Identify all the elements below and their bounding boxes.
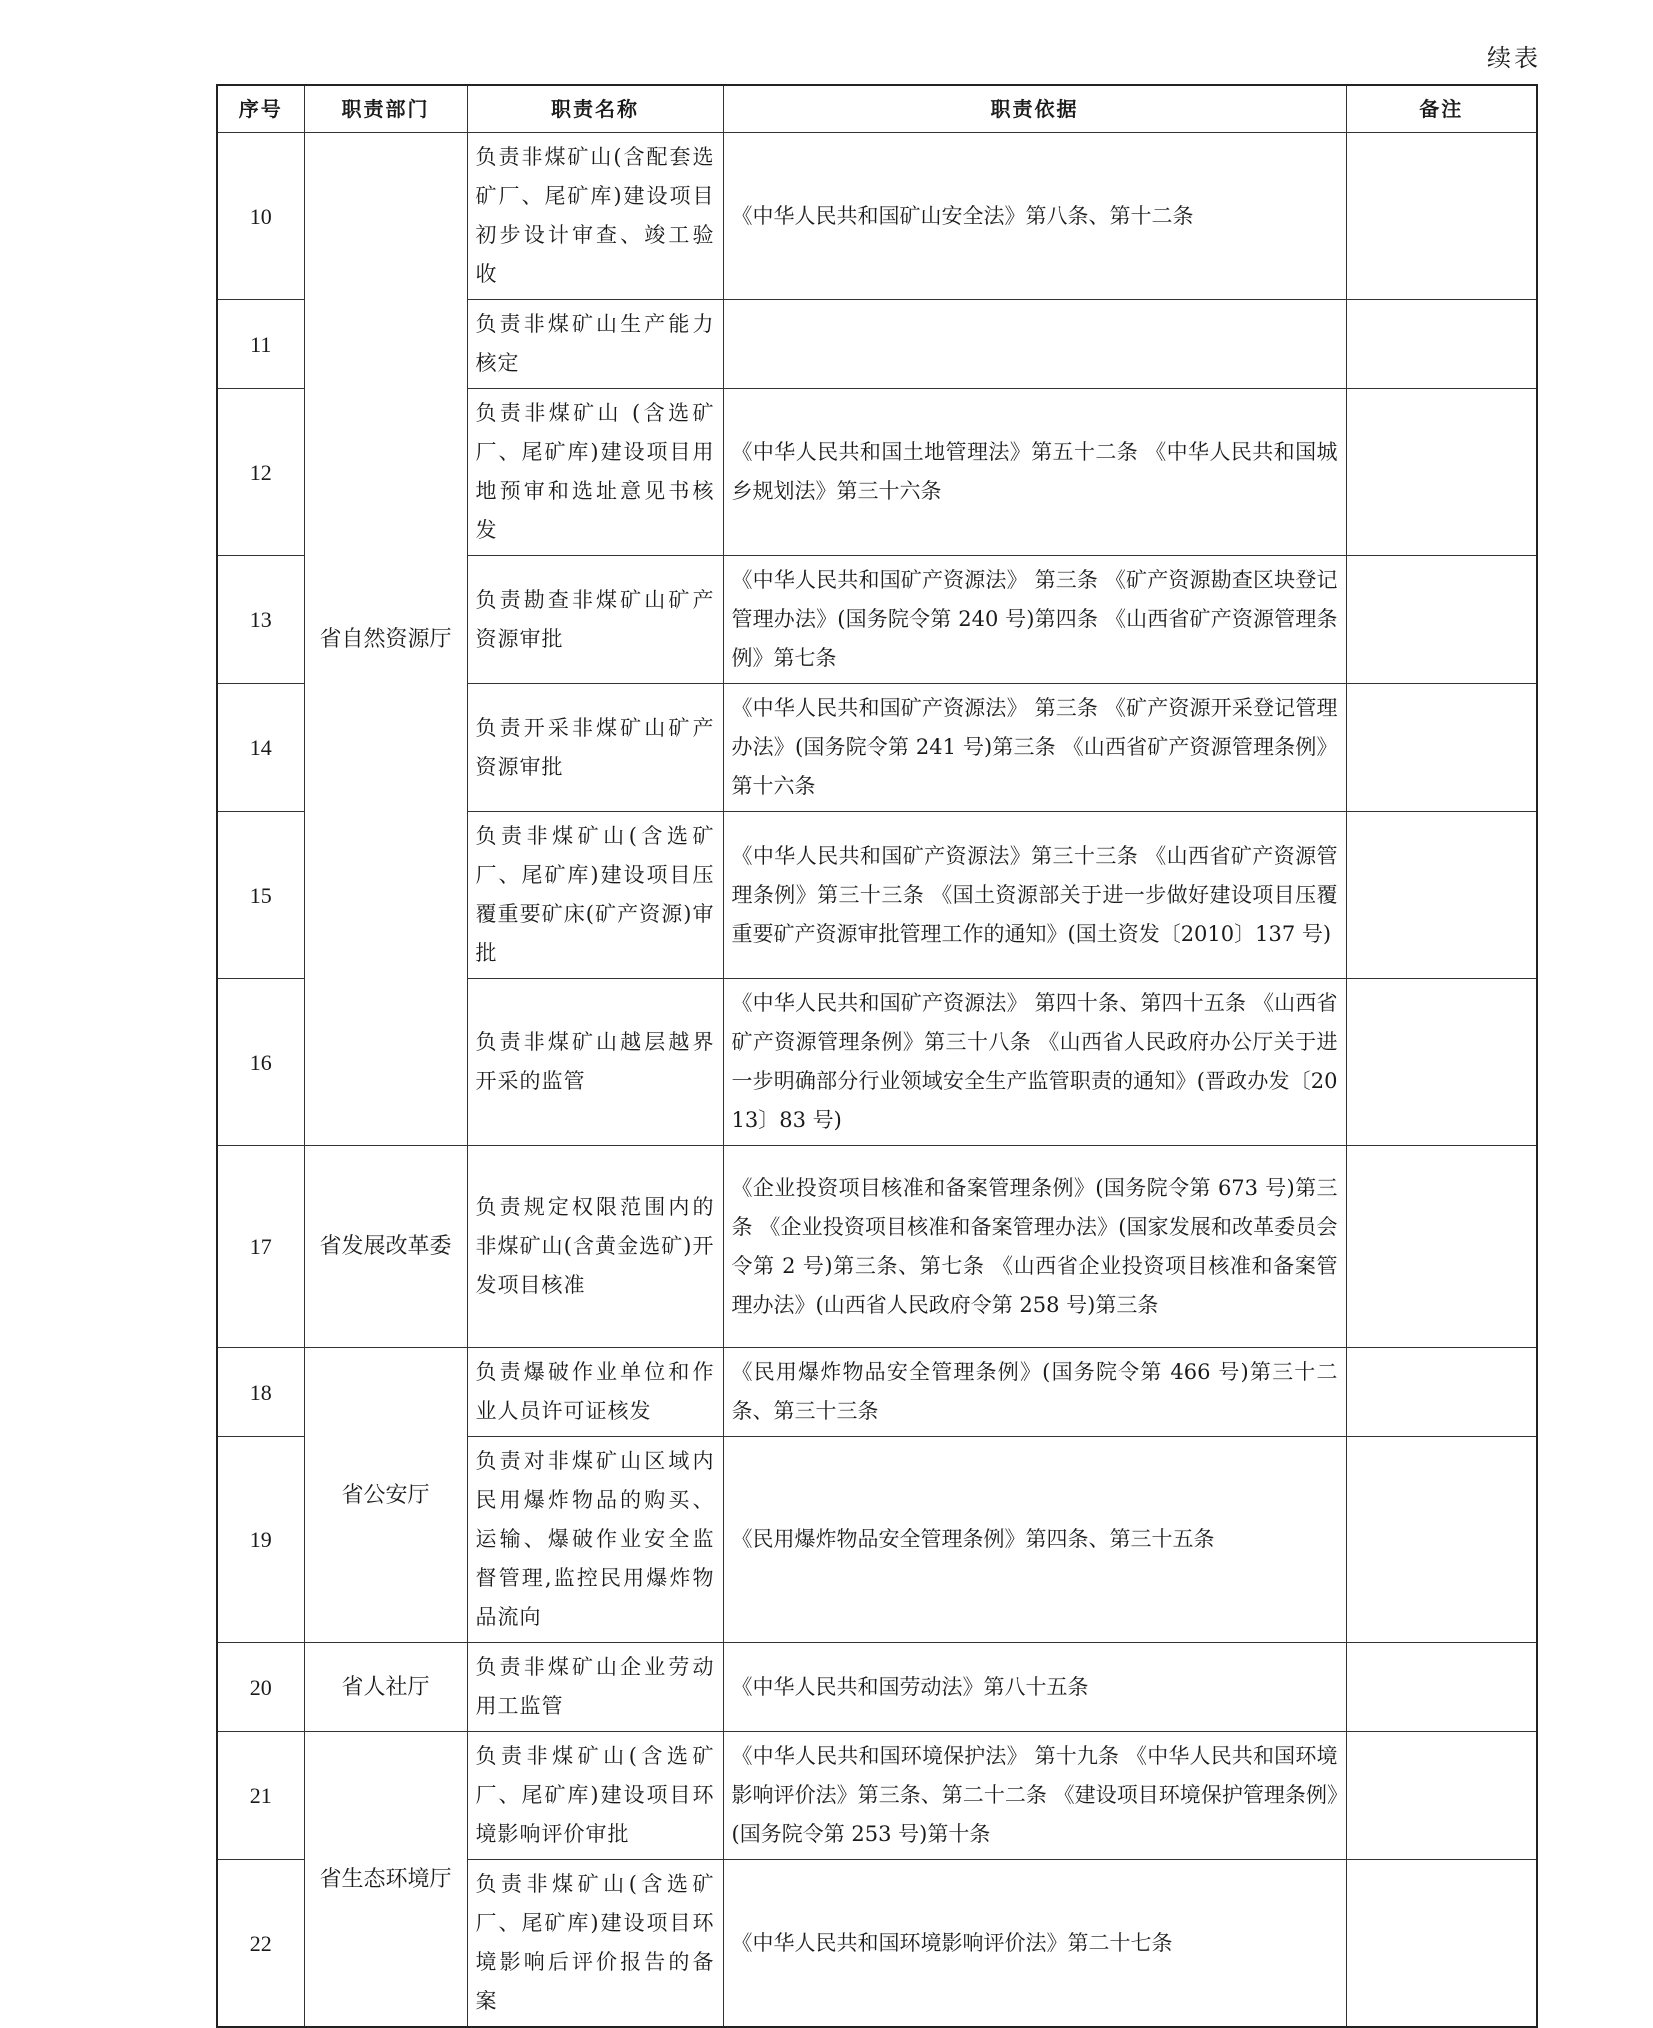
row-number: 20	[217, 1643, 304, 1732]
duty-basis	[723, 300, 1346, 389]
duty-name: 负责非煤矿山生产能力核定	[467, 300, 723, 389]
duty-name: 负责非煤矿山(含选矿厂、尾矿库)建设项目环境影响后评价报告的备案	[467, 1860, 723, 2028]
note-cell	[1346, 1860, 1537, 2028]
duty-basis: 《中华人民共和国矿产资源法》 第三条 《矿产资源勘查区块登记管理办法》(国务院令第 240 号)第四条 《山西省矿产资源管理条例》第七条	[723, 556, 1346, 684]
note-cell	[1346, 1348, 1537, 1437]
row-number: 11	[217, 300, 304, 389]
department-cell: 省生态环境厅	[304, 1732, 467, 2028]
duty-basis: 《中华人民共和国环境保护法》 第十九条 《中华人民共和国环境影响评价法》第三条、第二十二条 《建设项目环境保护管理条例》(国务院令第 253 号)第十条	[723, 1732, 1346, 1860]
table-row	[217, 1643, 1537, 1732]
row-number: 15	[217, 812, 304, 979]
row-number: 21	[217, 1732, 304, 1860]
header-department: 职责部门	[304, 85, 467, 133]
row-number: 17	[217, 1146, 304, 1348]
table-row	[217, 1146, 1537, 1348]
duty-basis: 《中华人民共和国矿产资源法》 第四十条、第四十五条 《山西省矿产资源管理条例》第三十八条 《山西省人民政府办公厅关于进一步明确部分行业领域安全生产监管职责的通知》(晋政办发〔2013〕83 号)	[723, 979, 1346, 1146]
duty-name: 负责非煤矿山(含配套选矿厂、尾矿库)建设项目初步设计审查、竣工验收	[467, 133, 723, 300]
department-cell: 省发展改革委	[304, 1146, 467, 1348]
duty-basis: 《中华人民共和国矿产资源法》第三十三条 《山西省矿产资源管理条例》第三十三条 《国土资源部关于进一步做好建设项目压覆重要矿产资源审批管理工作的通知》(国土资发〔2010〕137 号)	[723, 812, 1346, 979]
note-cell	[1346, 556, 1537, 684]
duty-name: 负责非煤矿山(含选矿厂、尾矿库)建设项目环境影响评价审批	[467, 1732, 723, 1860]
note-cell	[1346, 389, 1537, 556]
row-number: 12	[217, 389, 304, 556]
row-number: 18	[217, 1348, 304, 1437]
department-cell: 省自然资源厅	[304, 133, 467, 1146]
note-cell	[1346, 1643, 1537, 1732]
duty-basis: 《民用爆炸物品安全管理条例》第四条、第三十五条	[723, 1437, 1346, 1643]
duty-name: 负责非煤矿山越层越界开采的监管	[467, 979, 723, 1146]
header-note: 备注	[1346, 85, 1537, 133]
duty-basis: 《中华人民共和国矿产资源法》 第三条 《矿产资源开采登记管理办法》(国务院令第 241 号)第三条 《山西省矿产资源管理条例》第十六条	[723, 684, 1346, 812]
duty-table	[216, 84, 1538, 2028]
row-number: 13	[217, 556, 304, 684]
duty-name: 负责开采非煤矿山矿产资源审批	[467, 684, 723, 812]
note-cell	[1346, 1732, 1537, 1860]
row-number: 16	[217, 979, 304, 1146]
header-duty-basis: 职责依据	[723, 85, 1346, 133]
note-cell	[1346, 300, 1537, 389]
header-duty-name: 职责名称	[467, 85, 723, 133]
duty-name: 负责非煤矿山(含选矿厂、尾矿库)建设项目压覆重要矿床(矿产资源)审批	[467, 812, 723, 979]
note-cell	[1346, 979, 1537, 1146]
note-cell	[1346, 1437, 1537, 1643]
note-cell	[1346, 684, 1537, 812]
duty-name: 负责非煤矿山企业劳动用工监管	[467, 1643, 723, 1732]
table-row	[217, 1348, 1537, 1437]
duty-basis: 《中华人民共和国土地管理法》第五十二条 《中华人民共和国城乡规划法》第三十六条	[723, 389, 1346, 556]
row-number: 22	[217, 1860, 304, 2028]
header-seq: 序号	[217, 85, 304, 133]
duty-name: 负责对非煤矿山区域内民用爆炸物品的购买、运输、爆破作业安全监督管理,监控民用爆炸物品流向	[467, 1437, 723, 1643]
duty-name: 负责爆破作业单位和作业人员许可证核发	[467, 1348, 723, 1437]
table-header-row	[217, 85, 1537, 133]
duty-basis: 《中华人民共和国矿山安全法》第八条、第十二条	[723, 133, 1346, 300]
table-row	[217, 1732, 1537, 1860]
note-cell	[1346, 812, 1537, 979]
duty-basis: 《民用爆炸物品安全管理条例》(国务院令第 466 号)第三十二条、第三十三条	[723, 1348, 1346, 1437]
duty-basis: 《企业投资项目核准和备案管理条例》(国务院令第 673 号)第三条 《企业投资项目核准和备案管理办法》(国家发展和改革委员会令第 2 号)第三条、第七条 《山西省企业投资项目核准和备案管理办法》(山西省人民政府令第 258 号)第三条	[723, 1146, 1346, 1348]
department-cell: 省公安厅	[304, 1348, 467, 1643]
note-cell	[1346, 133, 1537, 300]
note-cell	[1346, 1146, 1537, 1348]
row-number: 10	[217, 133, 304, 300]
row-number: 14	[217, 684, 304, 812]
continuation-label: 续表	[1487, 44, 1541, 72]
duty-basis: 《中华人民共和国环境影响评价法》第二十七条	[723, 1860, 1346, 2028]
duty-name: 负责勘查非煤矿山矿产资源审批	[467, 556, 723, 684]
duty-basis: 《中华人民共和国劳动法》第八十五条	[723, 1643, 1346, 1732]
duty-name: 负责规定权限范围内的非煤矿山(含黄金选矿)开发项目核准	[467, 1146, 723, 1348]
duty-name: 负责非煤矿山 (含选矿厂、尾矿库)建设项目用地预审和选址意见书核发	[467, 389, 723, 556]
table-row	[217, 133, 1537, 300]
department-cell: 省人社厅	[304, 1643, 467, 1732]
row-number: 19	[217, 1437, 304, 1643]
